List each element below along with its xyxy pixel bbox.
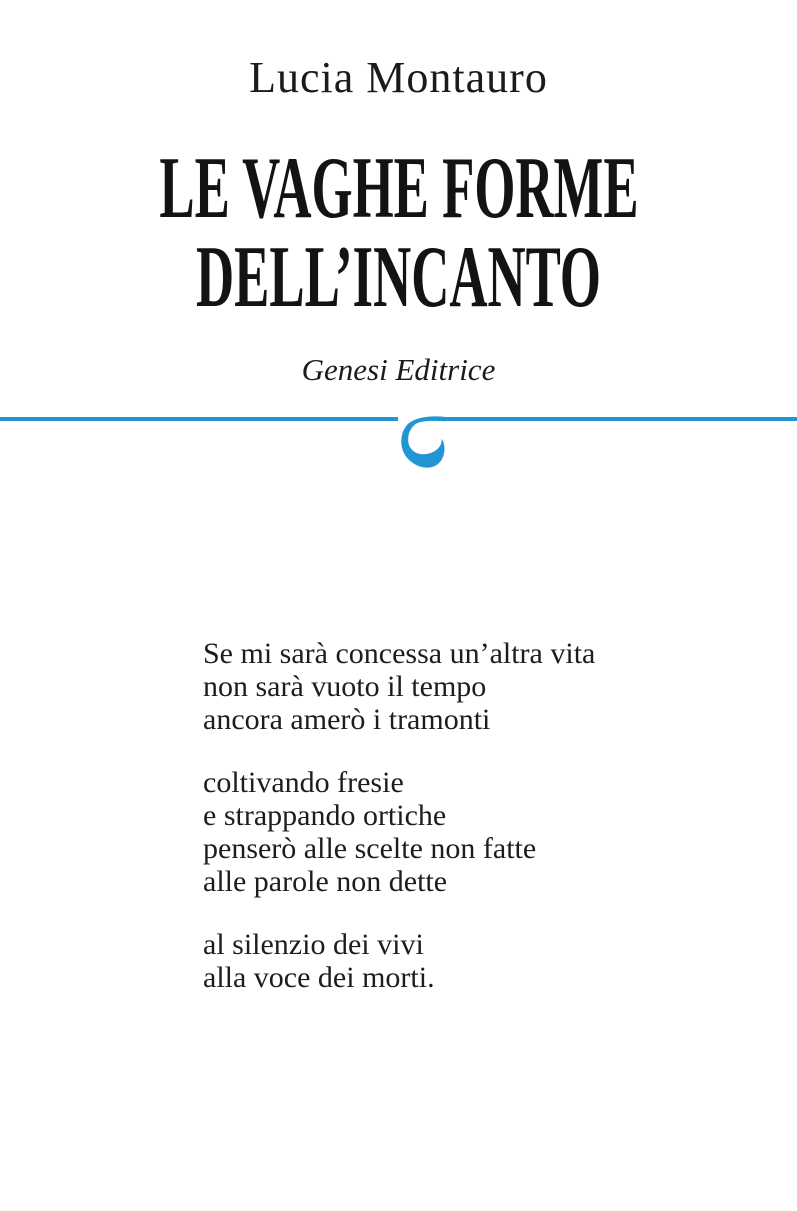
divider-line-right [438,417,797,421]
book-title-line-1: LE VAGHE FORME [159,140,639,237]
poem-stanza [203,766,595,898]
poem-line: e strappando ortiche [203,799,447,832]
divider-line-left [0,417,398,421]
book-title-line-2: DELL’INCANTO [196,229,601,326]
poem-stanza [203,637,595,736]
poem-line: ancora amerò i tramonti [203,703,491,736]
poem [203,637,595,1024]
poem-line: non sarà vuoto il tempo [203,670,487,703]
poem-line: alla voce dei morti. [203,961,435,994]
publisher-name: Genesi Editrice [301,352,496,387]
poem-line: Se mi sarà concessa un’altra vita [203,637,596,670]
author-name: Lucia Montauro [249,53,548,102]
poem-line: penserò alle scelte non fatte [203,832,537,865]
poem-line: alle parole non dette [203,865,448,898]
book-title [159,140,639,326]
poem-line: al silenzio dei vivi [203,928,424,961]
poem-stanza [203,928,595,994]
poem-line: coltivando fresie [203,766,404,799]
genesi-g-swirl-icon [398,413,446,473]
